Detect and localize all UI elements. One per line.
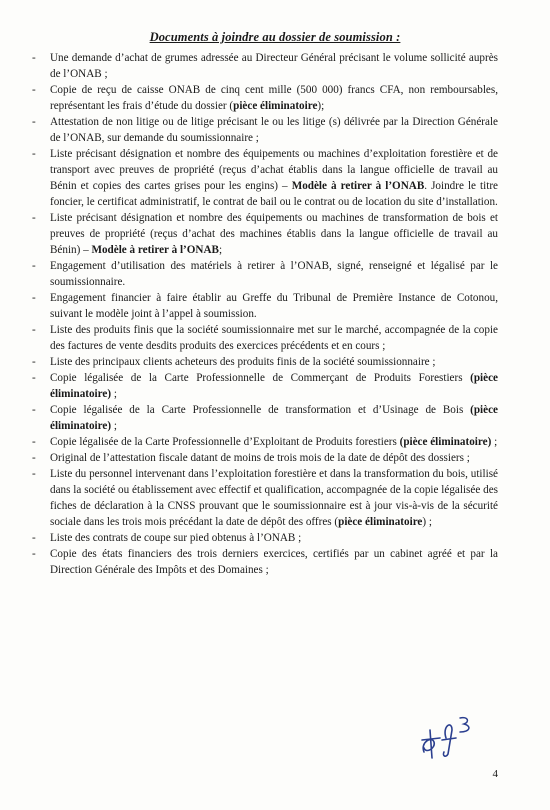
list-item	[30, 322, 498, 354]
list-dash: -	[32, 148, 36, 160]
list-item	[30, 258, 498, 290]
list-dash: -	[32, 52, 36, 64]
item-text: Copie légalisée de la Carte Professionnelle d’Exploitant de Produits forestiers	[50, 436, 400, 448]
item-text: Original de l’attestation fiscale datant de moins de trois mois de la date de dépôt des dossiers ;	[50, 452, 470, 464]
list-item	[30, 50, 498, 82]
item-text: ;	[111, 388, 117, 400]
list-dash: -	[32, 452, 36, 464]
list-dash: -	[32, 292, 36, 304]
item-text: Liste précisant désignation et nombre des équipements ou machines d’exploitation forestière et de transport avec preuves de propriété (reçus d’achat établis dans la langue officielle de travail au Bénin et copies des cartes grises pour les engins) –	[50, 148, 498, 192]
list-dash: -	[32, 260, 36, 272]
documents-list	[30, 50, 498, 578]
handwritten-initials	[416, 712, 476, 760]
list-item	[30, 146, 498, 210]
list-item	[30, 290, 498, 322]
page-number: 4	[492, 768, 498, 780]
list-dash: -	[32, 212, 36, 224]
item-text: ;	[491, 436, 498, 448]
list-dash: -	[32, 84, 36, 96]
list-item	[30, 114, 498, 146]
list-item	[30, 466, 498, 530]
list-item	[30, 530, 498, 546]
list-dash: -	[32, 468, 36, 480]
list-item	[30, 546, 498, 578]
list-dash: -	[32, 404, 36, 416]
list-dash: -	[32, 116, 36, 128]
list-item	[30, 82, 498, 114]
item-text: Liste précisant désignation et nombre des équipements ou machines de transformation de bois et preuves de propriété (reçus d’achat des machines établis dans la langue officielle de travail au Bénin) –	[50, 212, 498, 256]
list-dash: -	[32, 324, 36, 336]
list-item	[30, 210, 498, 258]
list-item	[30, 402, 498, 434]
emphasized-text: (pièce éliminatoire)	[399, 436, 492, 448]
item-text: Copie des états financiers des trois derniers exercices, certifiés par un cabinet agréé et par la Direction Générale des Impôts et des Domaines ;	[50, 548, 498, 576]
item-text: Attestation de non litige ou de litige précisant le ou les litige (s) délivrée par la Direction Générale de l’ONAB, sur demande du soumissionnaire ;	[50, 116, 498, 144]
list-item	[30, 450, 498, 466]
list-dash: -	[32, 356, 36, 368]
item-text: Liste des produits finis que la société soumissionnaire met sur le marché, accompagnée de la copie des factures de vente desdits produits des exercices précédents et en cours ;	[50, 324, 498, 352]
list-dash: -	[32, 548, 36, 560]
list-dash: -	[32, 372, 36, 384]
item-text: ;	[111, 420, 117, 432]
item-text: ;	[218, 244, 223, 256]
list-dash: -	[32, 532, 36, 544]
item-text: Copie légalisée de la Carte Professionnelle de transformation et d’Usinage de Bois	[50, 404, 471, 416]
list-item	[30, 370, 498, 402]
emphasized-text: Modèle à retirer à l’ONAB	[291, 180, 425, 192]
emphasized-text: Modèle à retirer à l’ONAB	[91, 244, 219, 256]
item-text: Engagement d’utilisation des matériels à retirer à l’ONAB, signé, renseigné et légalisé par le soumissionnaire.	[50, 260, 498, 288]
list-item	[30, 434, 498, 450]
item-text: Engagement financier à faire établir au Greffe du Tribunal de Première Instance de Cotonou, suivant le modèle joint à l’appel à soumission.	[50, 292, 498, 320]
item-text: . Joindre le titre foncier, le certificat administratif, le contrat de bail ou le contrat ou de location du site d’installation.	[50, 180, 498, 208]
item-text: );	[317, 100, 325, 112]
item-text: Copie légalisée de la Carte Professionnelle de Commerçant de Produits Forestiers	[50, 372, 471, 384]
item-text: Liste des contrats de coupe sur pied obtenus à l’ONAB ;	[50, 532, 302, 544]
emphasized-text: pièce éliminatoire	[338, 516, 423, 528]
list-item	[30, 354, 498, 370]
item-text: Liste des principaux clients acheteurs des produits finis de la société soumissionnaire ;	[50, 356, 436, 368]
item-text: ) ;	[422, 516, 432, 528]
emphasized-text: pièce éliminatoire	[233, 100, 318, 112]
item-text: Une demande d’achat de grumes adressée au Directeur Général précisant le volume sollicité auprès de l’ONAB ;	[50, 52, 498, 80]
page-title: Documents à joindre au dossier de soumission :	[149, 30, 401, 44]
emphasized-text: (pièce éliminatoire)	[50, 372, 498, 400]
item-text: Copie de reçu de caisse ONAB de cinq cent mille (500 000) francs CFA, non remboursables, représentant les frais d’étude du dossier (	[50, 84, 498, 112]
emphasized-text: (pièce éliminatoire)	[50, 404, 498, 432]
item-text: Liste du personnel intervenant dans l’exploitation forestière et dans la transformation du bois, utilisé dans la société ou établissement avec effectif et qualification, accompagnée de la copie légalisée des fiches de déclaration à la CNSS prouvant que le soumissionnaire est à jour vis-à-vis de la sécurité sociale dans les trois mois précédant la date de dépôt des offres (	[50, 468, 498, 528]
list-dash: -	[32, 436, 36, 448]
